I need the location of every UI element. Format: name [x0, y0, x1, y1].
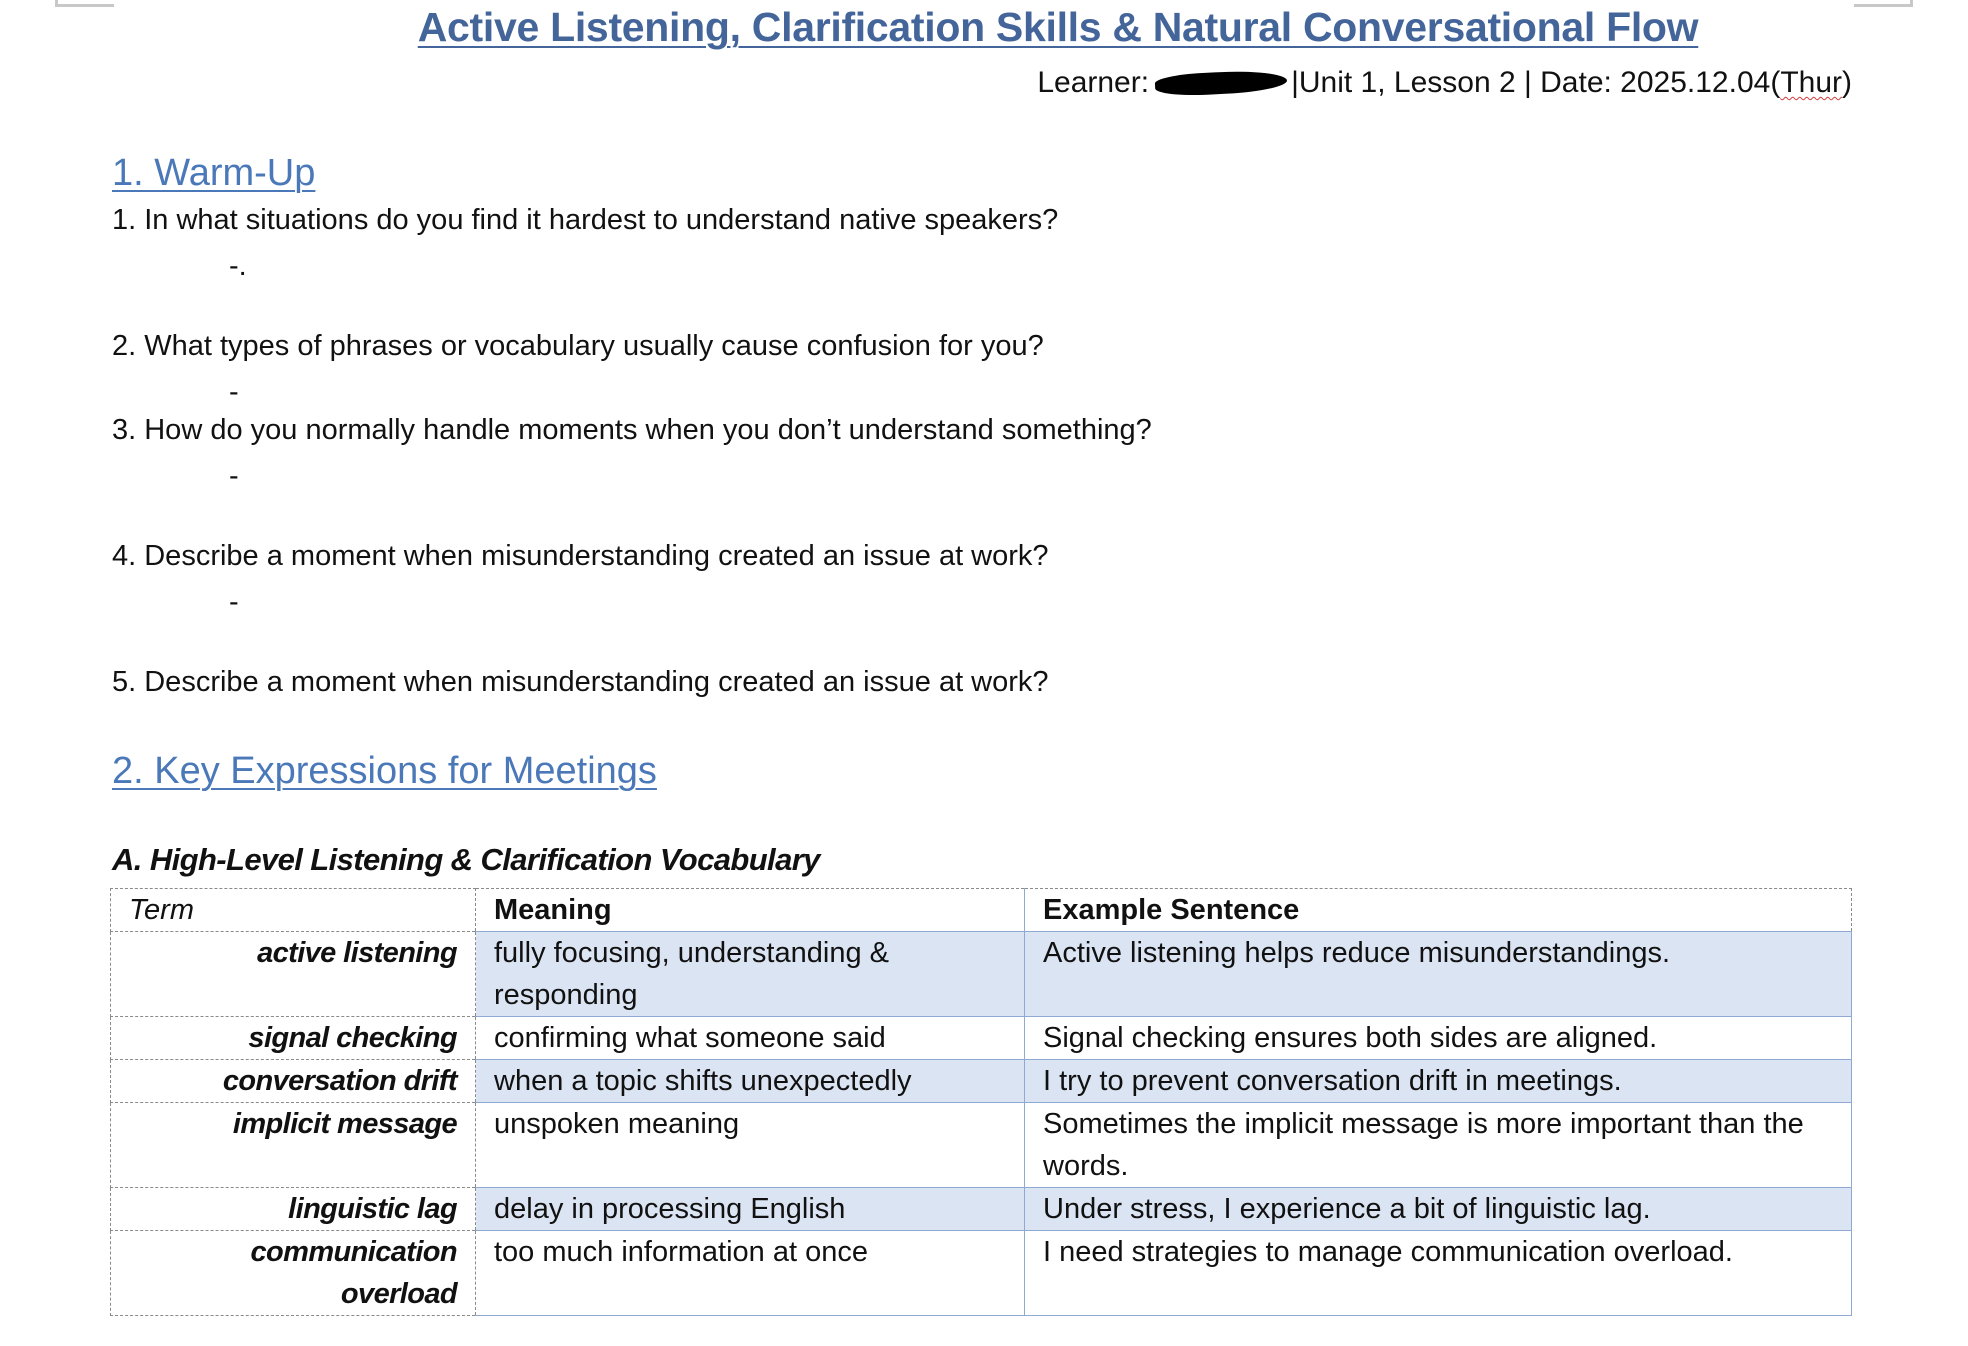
table-row	[111, 1017, 1852, 1060]
key-expressions-heading: 2. Key Expressions for Meetings	[112, 750, 657, 792]
column-header-term: Term	[111, 889, 476, 932]
document-title: Active Listening, Clarification Skills & Natural Conversational Flow	[417, 4, 1699, 50]
example-cell: Signal checking ensures both sides are aligned.	[1025, 1017, 1852, 1060]
example-cell: Sometimes the implicit message is more important than the words.	[1025, 1103, 1852, 1188]
date-close: )	[1842, 66, 1852, 99]
warmup-question-3: 3. How do you normally handle moments when you don’t understand something?	[112, 414, 1152, 446]
term-cell: implicit message	[111, 1103, 476, 1188]
example-cell: Active listening helps reduce misunderstandings.	[1025, 932, 1852, 1017]
meaning-cell: unspoken meaning	[476, 1103, 1025, 1188]
meaning-cell: too much information at once	[476, 1231, 1025, 1316]
term-cell: signal checking	[111, 1017, 476, 1060]
table-header-row	[111, 889, 1852, 932]
warmup-answer-2[interactable]: -	[229, 376, 239, 408]
document-meta-line	[1037, 66, 1852, 100]
warmup-heading: 1. Warm-Up	[112, 152, 316, 194]
warmup-question-4: 4. Describe a moment when misunderstanding created an issue at work?	[112, 540, 1049, 572]
table-row	[111, 1188, 1852, 1231]
learner-label: Learner:	[1037, 66, 1150, 99]
warmup-question-1: 1. In what situations do you find it hardest to understand native speakers?	[112, 204, 1059, 236]
warmup-question-5: 5. Describe a moment when misunderstanding created an issue at work?	[112, 666, 1049, 698]
redacted-name	[1155, 69, 1288, 98]
table-row	[111, 932, 1852, 1017]
warmup-answer-3[interactable]: -	[229, 460, 239, 492]
term-cell: active listening	[111, 932, 476, 1017]
meaning-cell: when a topic shifts unexpectedly	[476, 1060, 1025, 1103]
warmup-question-2: 2. What types of phrases or vocabulary usually cause confusion for you?	[112, 330, 1044, 362]
example-cell: Under stress, I experience a bit of linguistic lag.	[1025, 1188, 1852, 1231]
example-cell: I try to prevent conversation drift in meetings.	[1025, 1060, 1852, 1103]
meaning-cell: delay in processing English	[476, 1188, 1025, 1231]
meta-separator: |	[1291, 66, 1299, 99]
example-cell: I need strategies to manage communication overload.	[1025, 1231, 1852, 1316]
date-day: Thur	[1780, 66, 1842, 99]
vocabulary-subheading: A. High-Level Listening & Clarification Vocabulary	[112, 842, 820, 877]
column-header-meaning: Meaning	[476, 889, 1025, 932]
column-header-example: Example Sentence	[1025, 889, 1852, 932]
term-cell: conversation drift	[111, 1060, 476, 1103]
term-cell: communication overload	[111, 1231, 476, 1316]
lesson-date: Unit 1, Lesson 2 | Date: 2025.12.04(	[1298, 66, 1781, 99]
warmup-answer-1[interactable]: -.	[229, 250, 247, 282]
table-row	[111, 1231, 1852, 1316]
warmup-answer-4[interactable]: -	[229, 586, 239, 618]
meaning-cell: fully focusing, understanding & responding	[476, 932, 1025, 1017]
table-row	[111, 1060, 1852, 1103]
meaning-cell: confirming what someone said	[476, 1017, 1025, 1060]
table-row	[111, 1103, 1852, 1188]
vocabulary-table	[110, 888, 1852, 1316]
term-cell: linguistic lag	[111, 1188, 476, 1231]
